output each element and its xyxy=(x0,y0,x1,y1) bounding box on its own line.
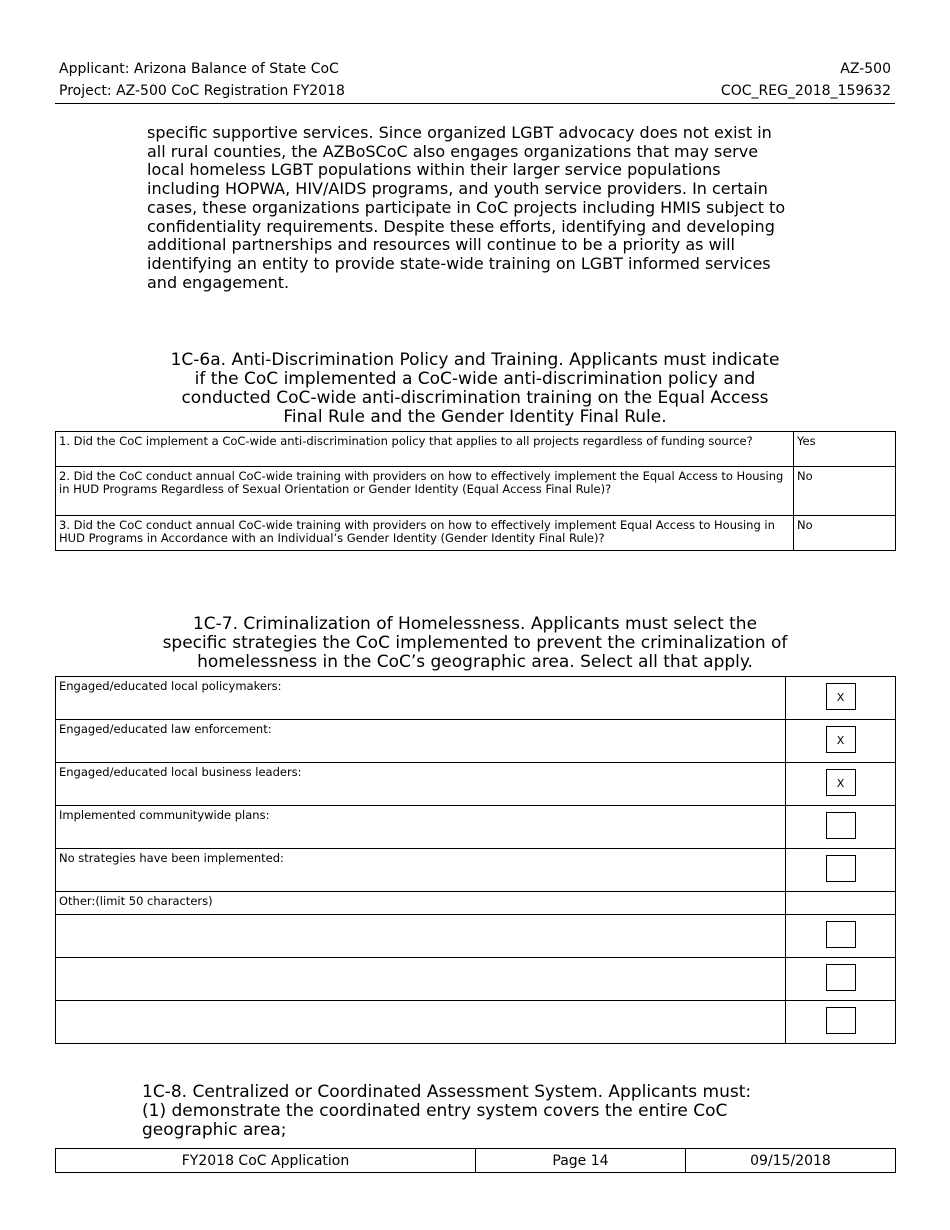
question-1c8-title: 1C-8. Centralized or Coordinated Assessment System. Applicants must: (1) demonstrate the coordinated entry system covers the entire CoC geographic area; xyxy=(142,1082,752,1140)
table-row xyxy=(56,958,896,1001)
footer-page-number: Page 14 xyxy=(476,1149,686,1173)
question-1c7-title: 1C-7. Criminalization of Homelessness. Applicants must select the specific strategies the CoC implemented to prevent the criminalization of homelessness in the CoC’s geographic area. Select all that apply. xyxy=(162,614,788,672)
answer-value: Yes xyxy=(794,432,896,467)
table-row xyxy=(56,720,896,763)
strategy-label: Engaged/educated law enforcement: xyxy=(56,720,786,763)
table-row xyxy=(56,849,896,892)
question-text: 3. Did the CoC conduct annual CoC-wide training with providers on how to effectively implement Equal Access to Housing in HUD Programs in Accordance with an Individual’s Gender Identity (Gender Identity Final Rule)? xyxy=(56,516,794,551)
checkbox-policymakers[interactable]: X xyxy=(826,683,856,710)
page-footer xyxy=(55,1148,896,1173)
table-row xyxy=(56,892,896,915)
registration-id: COC_REG_2018_159632 xyxy=(720,83,891,99)
checkbox-cell xyxy=(786,915,896,958)
question-text: 2. Did the CoC conduct annual CoC-wide training with providers on how to effectively implement the Equal Access to Housing in HUD Programs Regardless of Sexual Orientation or Gender Identity (Equal Access Final Rule)? xyxy=(56,467,794,516)
checkbox-cell xyxy=(786,1001,896,1044)
coc-code: AZ-500 xyxy=(840,61,891,77)
table-row xyxy=(56,677,896,720)
checkbox-no-strategies[interactable] xyxy=(826,855,856,882)
checkbox-law-enforcement[interactable]: X xyxy=(826,726,856,753)
checkbox-communitywide-plans[interactable] xyxy=(826,812,856,839)
question-text: 1. Did the CoC implement a CoC-wide anti-discrimination policy that applies to all projects regardless of funding source? xyxy=(56,432,794,467)
criminalization-strategies-table xyxy=(55,676,896,1044)
checkbox-cell xyxy=(786,806,896,849)
checkbox-cell xyxy=(786,958,896,1001)
table-row xyxy=(56,763,896,806)
checkbox-other-3[interactable] xyxy=(826,1007,856,1034)
checkbox-cell xyxy=(786,720,896,763)
checkbox-cell xyxy=(786,677,896,720)
checkbox-cell xyxy=(786,849,896,892)
project-name: Project: AZ-500 CoC Registration FY2018 xyxy=(59,83,345,99)
empty-cell xyxy=(786,892,896,915)
checkbox-other-2[interactable] xyxy=(826,964,856,991)
checkbox-business-leaders[interactable]: X xyxy=(826,769,856,796)
applicant-name: Applicant: Arizona Balance of State CoC xyxy=(59,61,339,77)
table-row xyxy=(56,467,896,516)
footer-application: FY2018 CoC Application xyxy=(56,1149,476,1173)
other-input[interactable] xyxy=(56,1001,786,1044)
strategy-label: No strategies have been implemented: xyxy=(56,849,786,892)
table-row xyxy=(56,915,896,958)
table-row xyxy=(56,1001,896,1044)
table-row xyxy=(56,516,896,551)
other-input[interactable] xyxy=(56,958,786,1001)
anti-discrimination-table xyxy=(55,431,896,551)
header-divider xyxy=(55,103,895,104)
other-input[interactable] xyxy=(56,915,786,958)
narrative-paragraph: specific supportive services. Since organized LGBT advocacy does not exist in all rural counties, the AZBoSCoC also engages organizations that may serve local homeless LGBT populations within their larger service populations including HOPWA, HIV/AIDS programs, and youth service providers. In certain cases, these organizations participate in CoC projects including HMIS subject to confidentiality requirements. Despite these efforts, identifying and developing additional partnerships and resources will continue to be a priority as will identifying an entity to provide state-wide training on LGBT informed services and engagement. xyxy=(147,123,786,292)
checkbox-cell xyxy=(786,763,896,806)
answer-value: No xyxy=(794,467,896,516)
question-1c6a-title: 1C-6a. Anti-Discrimination Policy and Training. Applicants must indicate if the CoC implemented a CoC-wide anti-discrimination policy and conducted CoC-wide anti-discrimination training on the Equal Access Final Rule and the Gender Identity Final Rule. xyxy=(170,350,780,427)
answer-value: No xyxy=(794,516,896,551)
strategy-label: Engaged/educated local business leaders: xyxy=(56,763,786,806)
table-row xyxy=(56,806,896,849)
footer-date: 09/15/2018 xyxy=(686,1149,896,1173)
checkbox-other-1[interactable] xyxy=(826,921,856,948)
other-label: Other:(limit 50 characters) xyxy=(56,892,786,915)
strategy-label: Engaged/educated local policymakers: xyxy=(56,677,786,720)
table-row xyxy=(56,432,896,467)
strategy-label: Implemented communitywide plans: xyxy=(56,806,786,849)
